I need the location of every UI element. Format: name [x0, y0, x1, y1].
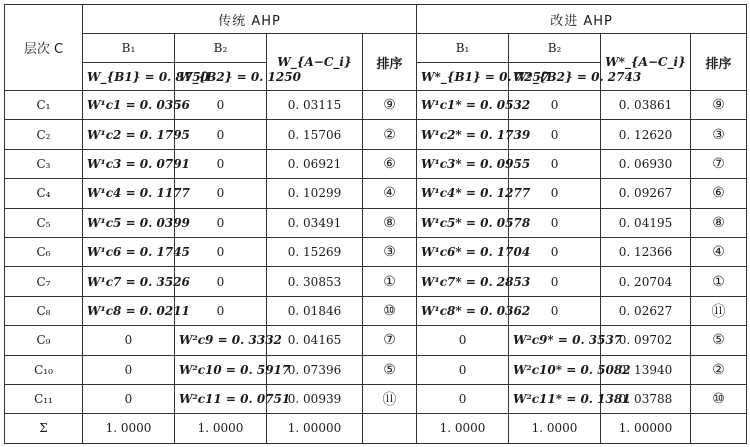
trad-b2-cell: W²c10 = 0. 5917 [175, 355, 267, 384]
ahp-comparison-table [4, 4, 747, 444]
impr-b2-cell: W²c11* = 0. 1381 [509, 384, 601, 413]
trad-weight-cell: 0. 10299 [267, 179, 363, 208]
level-cell: C₄ [5, 179, 83, 208]
impr-rank-cell: ⑧ [691, 208, 747, 237]
impr-b1-cell: W¹c2* = 0. 1739 [417, 120, 509, 149]
trad-weight-cell: 0. 00939 [267, 384, 363, 413]
trad-rank-cell: ④ [363, 179, 417, 208]
trad-weight-cell: 0. 30853 [267, 267, 363, 296]
impr-rank-header: 排序 [691, 34, 747, 91]
impr-b2-cell: 0 [509, 208, 601, 237]
trad-b2-cell: W²c9 = 0. 3332 [175, 326, 267, 355]
trad-b1-cell: W¹c7 = 0. 3526 [83, 267, 175, 296]
impr-weight-cell: 0. 06930 [601, 149, 691, 178]
trad-weight-cell: 0. 04165 [267, 326, 363, 355]
trad-weight-cell: 0. 03491 [267, 208, 363, 237]
table-body [5, 91, 747, 444]
impr-weight-cell: 0. 13940 [601, 355, 691, 384]
impr-b1-cell: 1. 0000 [417, 414, 509, 443]
trad-b2-cell: 0 [175, 237, 267, 266]
trad-b2-cell: W²c11 = 0. 0751 [175, 384, 267, 413]
impr-b2-cell: 0 [509, 237, 601, 266]
trad-b1-cell: W¹c2 = 0. 1795 [83, 120, 175, 149]
impr-rank-cell: ⑦ [691, 149, 747, 178]
impr-weight-cell: 0. 12620 [601, 120, 691, 149]
impr-b1-cell: W¹c1* = 0. 0532 [417, 91, 509, 120]
impr-b2-cell: 0 [509, 149, 601, 178]
level-cell: C₁₁ [5, 384, 83, 413]
impr-weight-cell: 0. 20704 [601, 267, 691, 296]
impr-rank-cell: ② [691, 355, 747, 384]
trad-rank-cell: ⑨ [363, 91, 417, 120]
impr-rank-cell: ⑪ [691, 296, 747, 325]
trad-rank-cell: ⑥ [363, 149, 417, 178]
impr-rank-cell: ① [691, 267, 747, 296]
trad-b2-cell: 0 [175, 91, 267, 120]
impr-b2-header: B₂ [509, 34, 601, 63]
table-row [5, 149, 747, 178]
trad-b1-cell: W¹c4 = 0. 1177 [83, 179, 175, 208]
table-row [5, 355, 747, 384]
trad-b2-cell: 0 [175, 208, 267, 237]
table-row [5, 414, 747, 443]
impr-b1-cell: W¹c4* = 0. 1277 [417, 179, 509, 208]
trad-rank-cell [363, 414, 417, 443]
level-header: 层次 C [5, 5, 83, 91]
trad-rank-cell: ② [363, 120, 417, 149]
impr-b2-cell: 0 [509, 91, 601, 120]
trad-b1-cell: W¹c5 = 0. 0399 [83, 208, 175, 237]
impr-weight-cell: 0. 03861 [601, 91, 691, 120]
trad-rank-cell: ⑧ [363, 208, 417, 237]
impr-b2-cell: 0 [509, 120, 601, 149]
table-row [5, 326, 747, 355]
trad-b2-cell: 0 [175, 120, 267, 149]
impr-weight-cell: 0. 03788 [601, 384, 691, 413]
impr-b1-cell: W¹c5* = 0. 0578 [417, 208, 509, 237]
trad-rank-header: 排序 [363, 34, 417, 91]
trad-rank-cell: ① [363, 267, 417, 296]
traditional-ahp-header: 传统 AHP [83, 5, 417, 34]
trad-weight-cell: 0. 01846 [267, 296, 363, 325]
impr-weight-cell: 0. 02627 [601, 296, 691, 325]
trad-b1-cell: 1. 0000 [83, 414, 175, 443]
impr-rank-cell: ⑨ [691, 91, 747, 120]
trad-weight-cell: 0. 15269 [267, 237, 363, 266]
impr-rank-cell: ⑩ [691, 384, 747, 413]
level-cell: C₅ [5, 208, 83, 237]
impr-rank-cell: ⑤ [691, 326, 747, 355]
impr-b2-cell: 1. 0000 [509, 414, 601, 443]
impr-b1-cell: W¹c6* = 0. 1704 [417, 237, 509, 266]
impr-b2-cell: W²c10* = 0. 5082 [509, 355, 601, 384]
trad-b1-cell: W¹c8 = 0. 0211 [83, 296, 175, 325]
impr-b1-cell: 0 [417, 326, 509, 355]
level-cell: C₁₀ [5, 355, 83, 384]
trad-wb2-value: W_{B2} = 0. 1250 [175, 63, 267, 91]
table-row [5, 267, 747, 296]
comparison-table-wrapper [4, 4, 746, 444]
trad-rank-cell: ③ [363, 237, 417, 266]
trad-b2-header: B₂ [175, 34, 267, 63]
impr-b1-cell: W¹c3* = 0. 0955 [417, 149, 509, 178]
impr-wb2-value: W*_{B2} = 0. 2743 [509, 63, 601, 91]
impr-wb1-value: W*_{B1} = 0. 7257 [417, 63, 509, 91]
trad-weight-cell: 1. 00000 [267, 414, 363, 443]
trad-b1-cell: 0 [83, 384, 175, 413]
trad-b1-cell: W¹c1 = 0. 0356 [83, 91, 175, 120]
table-row [5, 237, 747, 266]
impr-b2-cell: W²c9* = 0. 3537 [509, 326, 601, 355]
impr-rank-cell: ⑥ [691, 179, 747, 208]
table-row [5, 296, 747, 325]
trad-rank-cell: ⑦ [363, 326, 417, 355]
impr-b1-cell: W¹c8* = 0. 0362 [417, 296, 509, 325]
trad-b1-cell: 0 [83, 355, 175, 384]
trad-b2-cell: 0 [175, 149, 267, 178]
impr-b2-cell: 0 [509, 179, 601, 208]
table-row [5, 384, 747, 413]
trad-weight-header: W_{A−C_i} [267, 34, 363, 91]
trad-b2-cell: 1. 0000 [175, 414, 267, 443]
impr-weight-cell: 0. 04195 [601, 208, 691, 237]
table-row [5, 179, 747, 208]
level-cell: C₈ [5, 296, 83, 325]
level-cell: C₃ [5, 149, 83, 178]
trad-b2-cell: 0 [175, 179, 267, 208]
impr-b1-cell: 0 [417, 384, 509, 413]
trad-rank-cell: ⑪ [363, 384, 417, 413]
trad-b2-cell: 0 [175, 267, 267, 296]
level-cell: C₁ [5, 91, 83, 120]
impr-weight-cell: 0. 12366 [601, 237, 691, 266]
trad-wb1-value: W_{B1} = 0. 8750 [83, 63, 175, 91]
trad-weight-cell: 0. 15706 [267, 120, 363, 149]
impr-b1-cell: 0 [417, 355, 509, 384]
level-cell: C₆ [5, 237, 83, 266]
impr-b1-header: B₁ [417, 34, 509, 63]
impr-b2-cell: 0 [509, 267, 601, 296]
impr-rank-cell: ③ [691, 120, 747, 149]
level-cell: C₂ [5, 120, 83, 149]
impr-weight-cell: 1. 00000 [601, 414, 691, 443]
impr-weight-cell: 0. 09702 [601, 326, 691, 355]
trad-weight-cell: 0. 07396 [267, 355, 363, 384]
trad-b2-cell: 0 [175, 296, 267, 325]
trad-weight-cell: 0. 03115 [267, 91, 363, 120]
impr-rank-cell [691, 414, 747, 443]
trad-b1-cell: W¹c3 = 0. 0791 [83, 149, 175, 178]
level-cell: C₇ [5, 267, 83, 296]
impr-weight-header: W*_{A−C_i} [601, 34, 691, 91]
trad-b1-cell: 0 [83, 326, 175, 355]
improved-ahp-header: 改进 AHP [417, 5, 747, 34]
trad-rank-cell: ⑩ [363, 296, 417, 325]
trad-weight-cell: 0. 06921 [267, 149, 363, 178]
trad-rank-cell: ⑤ [363, 355, 417, 384]
table-row [5, 208, 747, 237]
impr-rank-cell: ④ [691, 237, 747, 266]
impr-b1-cell: W¹c7* = 0. 2853 [417, 267, 509, 296]
trad-b1-header: B₁ [83, 34, 175, 63]
impr-b2-cell: 0 [509, 296, 601, 325]
level-cell: C₉ [5, 326, 83, 355]
table-row [5, 91, 747, 120]
trad-b1-cell: W¹c6 = 0. 1745 [83, 237, 175, 266]
level-cell: Σ [5, 414, 83, 443]
table-row [5, 120, 747, 149]
impr-weight-cell: 0. 09267 [601, 179, 691, 208]
